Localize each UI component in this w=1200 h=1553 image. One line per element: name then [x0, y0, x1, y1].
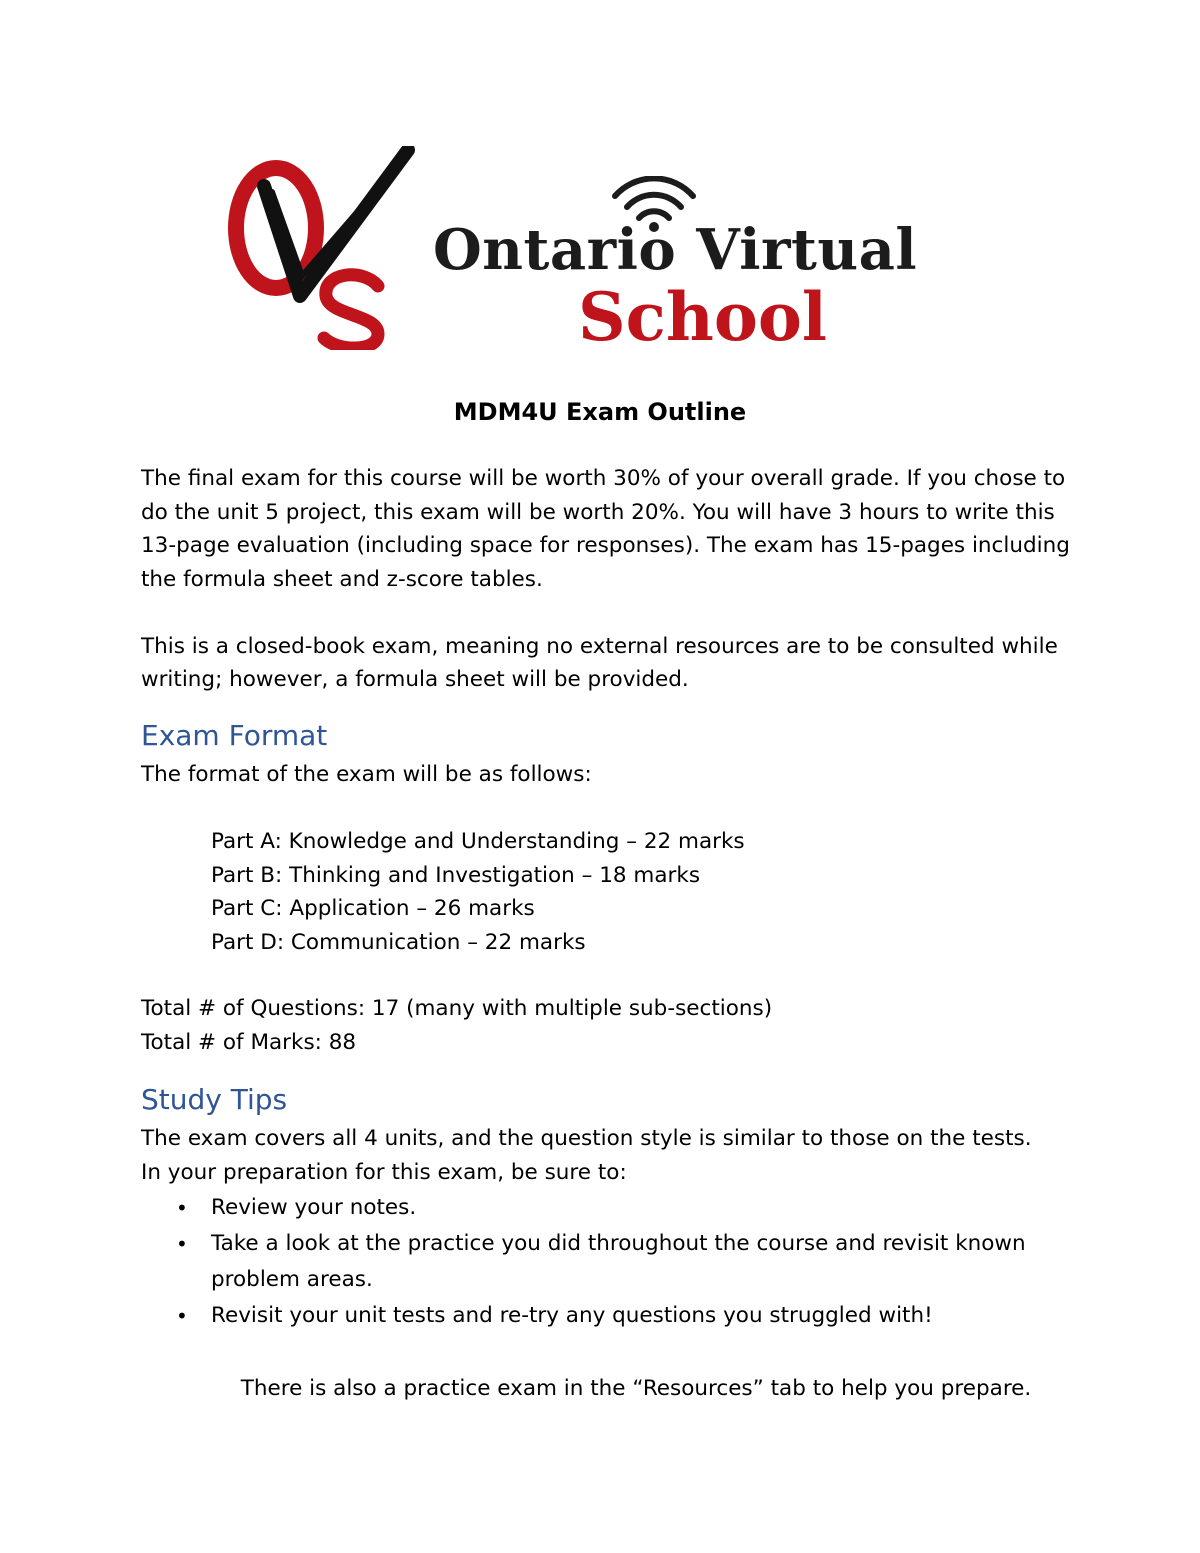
- list-item: [141, 1226, 1071, 1298]
- total-questions: Total # of Questions: 17 (many with multiple sub-sections): [141, 996, 773, 1021]
- study-tip-text: Take a look at the practice you did throughout the course and revisit known problem areas.: [211, 1231, 1026, 1292]
- study-tips-lead-1: The exam covers all 4 units, and the question style is similar to those on the tests.: [141, 1126, 1032, 1151]
- study-tips-heading: Study Tips: [141, 1083, 288, 1116]
- closed-book-text: This is a closed-book exam, meaning no external resources are to be consulted while writing; however, a formula sheet will be provided.: [141, 633, 1058, 692]
- bullet-icon: •: [176, 1232, 188, 1256]
- study-tip-text: Review your notes.: [211, 1195, 417, 1220]
- list-item: [141, 1298, 1071, 1334]
- logo-line-1: Ontario Virtual: [433, 217, 918, 283]
- closing-note: There is also a practice exam in the “Resources” tab to help you prepare.: [240, 1376, 1032, 1401]
- intro-paragraph: [141, 462, 1071, 697]
- exam-part-b: Part B: Thinking and Investigation – 18 marks: [211, 862, 701, 888]
- bullet-icon: •: [176, 1196, 188, 1220]
- school-logo: [228, 146, 973, 356]
- study-tip-text: Revisit your unit tests and re-try any questions you struggled with!: [211, 1303, 933, 1328]
- list-item: [141, 1190, 1071, 1226]
- page-title: MDM4U Exam Outline: [453, 398, 747, 426]
- exam-parts-list: [211, 825, 745, 959]
- total-marks: Total # of Marks: 88: [141, 1030, 357, 1055]
- ovs-monogram-icon: [228, 146, 418, 350]
- exam-part-a: Part A: Knowledge and Understanding – 22 marks: [211, 829, 745, 854]
- exam-format-lead: The format of the exam will be as follows:: [141, 762, 592, 787]
- logo-line-2: School: [578, 278, 827, 356]
- intro-text: The final exam for this course will be worth 30% of your overall grade. If you chose to do the unit 5 project, this exam will be worth 20%. You will have 3 hours to write this 13-page evaluation (including space for responses). The exam has 15-pages including the formula sheet and z-score tables.: [141, 466, 1070, 592]
- exam-format-heading: Exam Format: [141, 719, 328, 752]
- bullet-icon: •: [176, 1304, 188, 1328]
- logo-wordmark: [433, 174, 978, 356]
- study-tips-list: [141, 1190, 1071, 1334]
- exam-part-d: Part D: Communication – 22 marks: [211, 929, 586, 955]
- study-tips-lead-2: In your preparation for this exam, be sure to:: [141, 1160, 627, 1185]
- exam-part-c: Part C: Application – 26 marks: [211, 896, 535, 921]
